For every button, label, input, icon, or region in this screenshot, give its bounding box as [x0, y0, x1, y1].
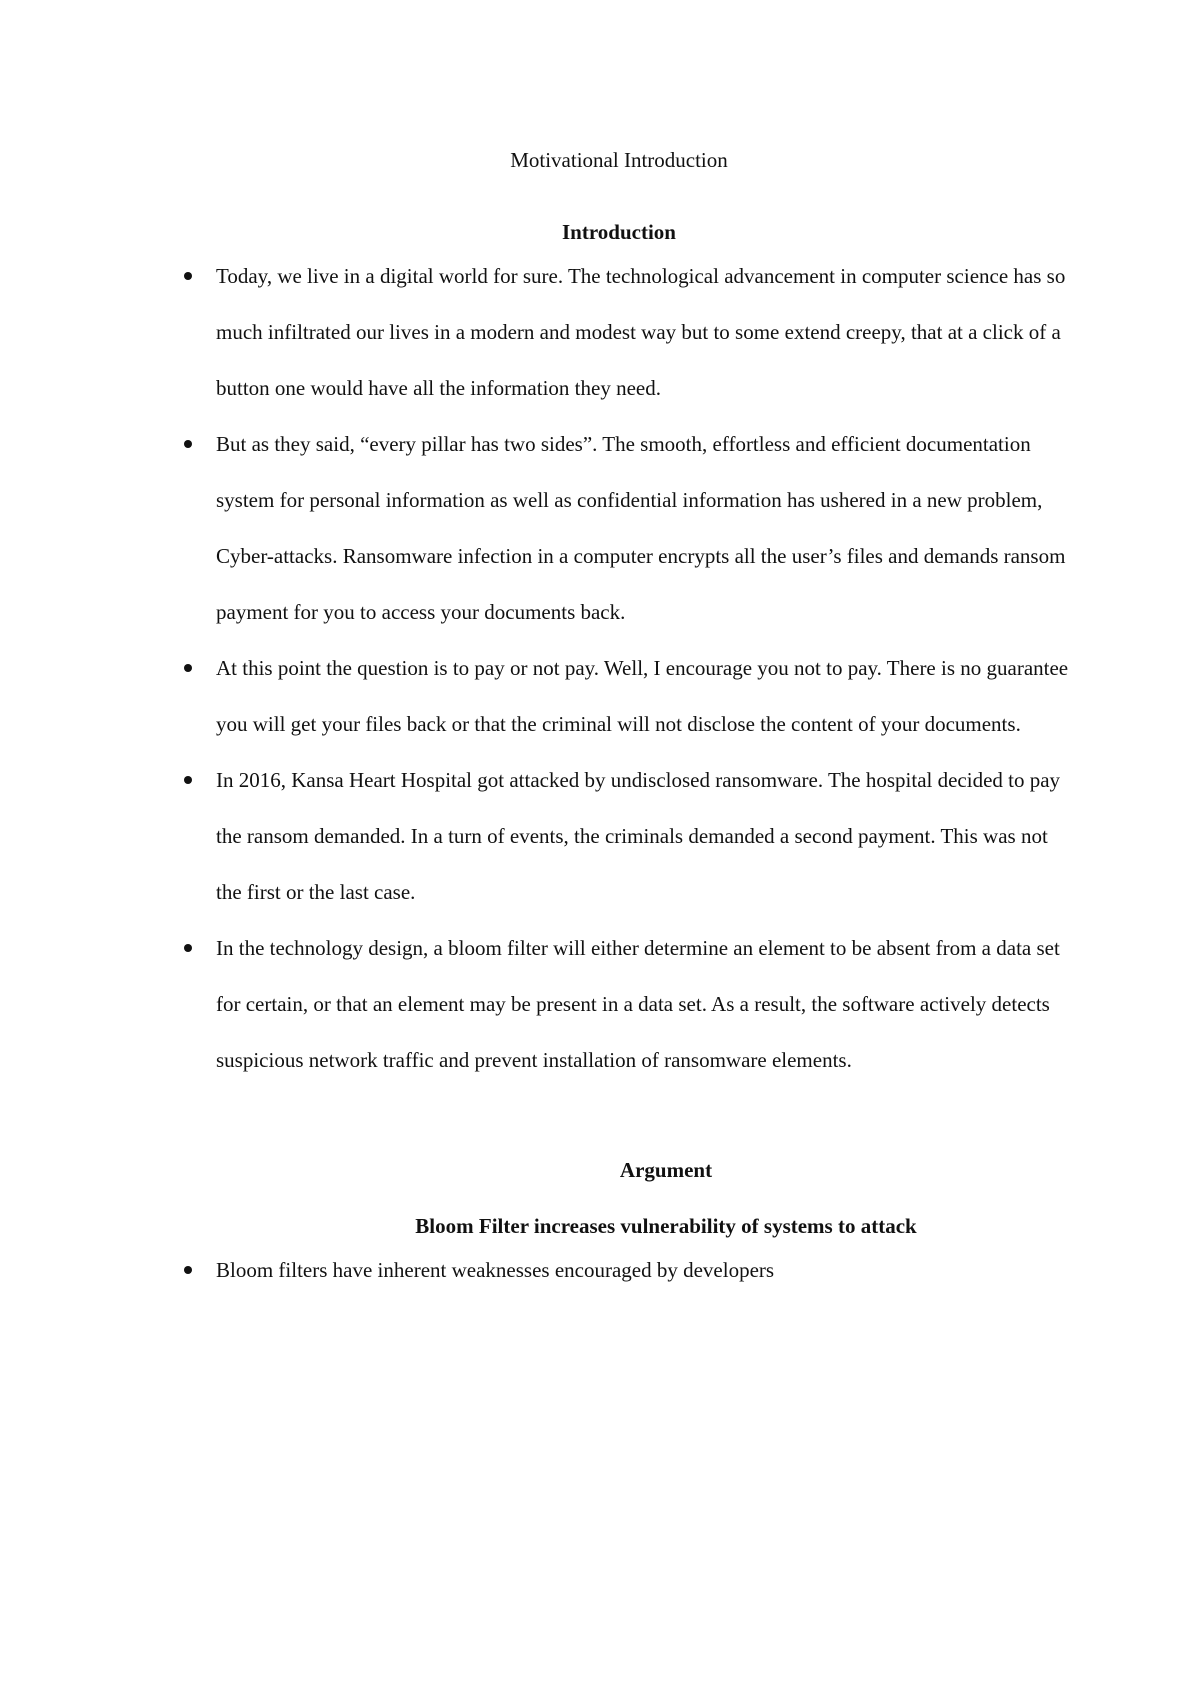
- bullet-icon: [184, 776, 192, 784]
- bullet-text: At this point the question is to pay or not pay. Well, I encourage you not to pay. There is no guarantee you will get your files back or that the criminal will not disclose the content of your documents.: [216, 656, 1069, 736]
- bullet-text: But as they said, “every pillar has two sides”. The smooth, effortless and efficient documentation system for personal information as well as confidential information has ushered in a new problem, Cyber-attacks. Ransomware infection in a computer encrypts all the user’s files and demands ransom payment for you to access your documents back.: [216, 432, 1066, 624]
- introduction-bullet-list: [184, 248, 1070, 1088]
- argument-subheading: Bloom Filter increases vulnerability of systems to attack: [415, 1214, 917, 1238]
- bullet-icon: [184, 272, 192, 280]
- argument-bullet-list: [184, 1242, 1070, 1298]
- bullet-text: In 2016, Kansa Heart Hospital got attacked by undisclosed ransomware. The hospital decided to pay the ransom demanded. In a turn of events, the criminals demanded a second payment. This was not the first or the last case.: [216, 768, 1061, 904]
- bullet-icon: [184, 440, 192, 448]
- bullet-icon: [184, 664, 192, 672]
- list-item: [184, 1242, 1070, 1298]
- list-item: [184, 640, 1070, 752]
- document-title: Motivational Introduction: [510, 148, 728, 172]
- bullet-icon: [184, 944, 192, 952]
- bullet-icon: [184, 1266, 192, 1274]
- list-item: [184, 248, 1070, 416]
- bullet-text: Today, we live in a digital world for sure. The technological advancement in computer science has so much infiltrated our lives in a modern and modest way but to some extend creepy, that at a click of a button one would have all the information they need.: [216, 264, 1066, 400]
- bullet-text: In the technology design, a bloom filter will either determine an element to be absent from a data set for certain, or that an element may be present in a data set. As a result, the software actively detects suspicious network traffic and prevent installation of ransomware elements.: [216, 936, 1060, 1072]
- introduction-heading: Introduction: [562, 220, 676, 244]
- list-item: [184, 920, 1070, 1088]
- bullet-text: Bloom filters have inherent weaknesses encouraged by developers: [216, 1258, 775, 1282]
- list-item: [184, 416, 1070, 640]
- argument-heading: Argument: [619, 1158, 713, 1182]
- list-item: [184, 752, 1070, 920]
